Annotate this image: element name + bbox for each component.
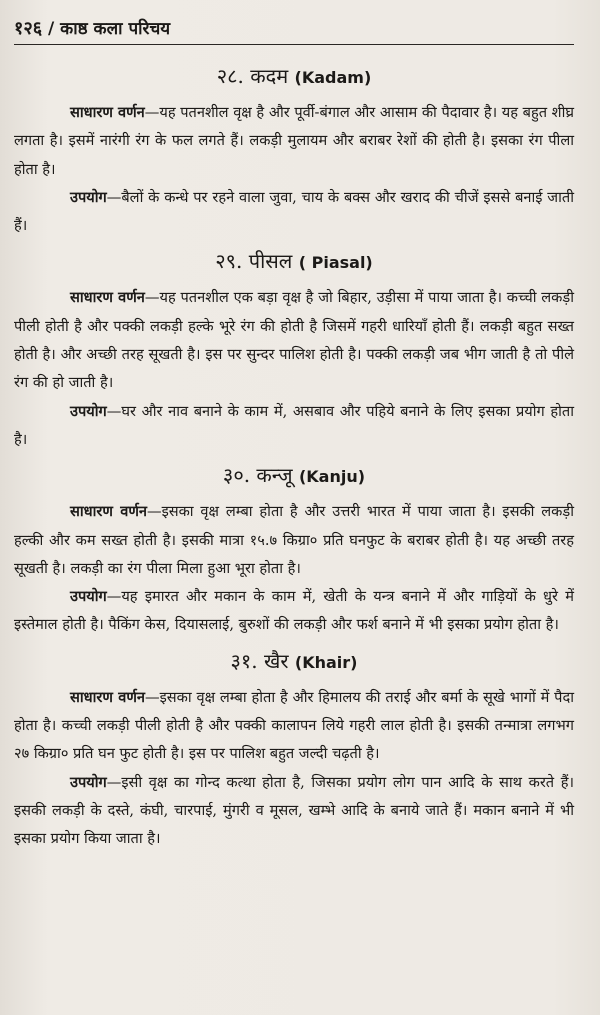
book-title: काष्ठ कला परिचय [60, 19, 171, 39]
section-heading [14, 61, 574, 93]
general-description [14, 498, 574, 583]
section-piasal [14, 246, 574, 454]
running-head-separator: / [48, 19, 55, 39]
general-description [14, 684, 574, 769]
section-kadam [14, 61, 574, 240]
use-label: उपयोग [70, 588, 107, 606]
general-text: —यह पतनशील एक बड़ा वृक्ष है जो बिहार, उड़ीसा में पाया जाता है। कच्ची लकड़ी पीली होती है और पक्की लकड़ी हल्के भूरे रंग की होती है जिसमें गहरी धारियाँ होती हैं। लकड़ी बहुत सख्त होती है। और अच्छी तरह सूखती है। इस पर सुन्दर पालिश होती है। पक्की लकड़ी जब भीग जाती है तो पीले रंग की हो जाती है। [14, 289, 574, 392]
general-label: साधारण वर्णन [70, 289, 145, 307]
section-kanju [14, 460, 574, 639]
use-text: —घर और नाव बनाने के काम में, असबाव और पहिये बनाने के लिए इसका प्रयोग होता है। [14, 402, 574, 448]
use-label: उपयोग [70, 773, 107, 791]
general-text: —इसका वृक्ष लम्बा होता है और उत्तरी भारत में पाया जाता है। इसकी लकड़ी हल्की और कम सख्त होती है। इसकी मात्रा १५.७ किग्रा० प्रति घनफुट के बराबर होती है। यह अच्छी तरह सूखती है। लकड़ी का रंग पीला मिला हुआ भूरा होता है। [14, 503, 574, 577]
use-description [14, 398, 574, 455]
running-head [14, 18, 574, 45]
use-description [14, 583, 574, 640]
use-text: —बैलों के कन्धे पर रहने वाला जुवा, चाय के बक्स और खराद की चीजें इससे बनाई जाती हैं। [14, 188, 574, 235]
heading-hindi: २८. कदम [216, 64, 289, 88]
general-description [14, 284, 574, 397]
heading-hindi: ३१. खैर [230, 648, 289, 673]
use-label: उपयोग [70, 402, 107, 420]
general-label: साधारण वर्णन [70, 104, 145, 121]
heading-hindi: ३०. कन्जू [222, 463, 293, 488]
general-label: साधारण वर्णन [70, 688, 145, 706]
section-heading [14, 246, 574, 278]
use-label: उपयोग [70, 188, 107, 206]
heading-english: (Khair) [294, 652, 358, 672]
section-heading [14, 460, 574, 492]
heading-english: (Kanju) [298, 467, 366, 487]
heading-english: ( Piasal) [298, 253, 373, 273]
use-text: —यह इमारत और मकान के काम में, खेती के यन्त्र बनाने में और गाड़ियों के धुरे में इस्तेमाल होती है। पैकिंग केस, दियासलाई, बुरुशों की लकड़ी और फर्श बनाने में भी इसका प्रयोग होता है। [14, 588, 574, 634]
page-number: १२६ [14, 18, 43, 39]
heading-english: (Kadam) [294, 68, 372, 87]
use-text: —इसी वृक्ष का गोन्द कत्था होता है, जिसका प्रयोग लोग पान आदि के साथ करते हैं। इसकी लकड़ी के दस्ते, कंघी, चारपाई, मुंगरी व मूसल, खम्भे आदि के बनाये जाते हैं। मकान बनाने में भी इसका प्रयोग किया जाता है। [14, 773, 574, 848]
section-khair [14, 646, 574, 854]
general-text: —इसका वृक्ष लम्बा होता है और हिमालय की तराई और बर्मा के सूखे भागों में पैदा होता है। कच्ची लकड़ी पीली होती है और पक्की कालापन लिये गहरी लाल होती है। इसकी तन्मात्रा लगभग २७ किग्रा० प्रति घन फुट होती है। इस पर पालिश बहुत जल्दी चढ़ती है। [14, 688, 574, 763]
heading-hindi: २९. पीसल [215, 249, 293, 274]
general-text: —यह पतनशील वृक्ष है और पूर्वी-बंगाल और आसाम की पैदावार है। यह बहुत शीघ्र लगता है। इसमें नारंगी रंग के फल लगते हैं। लकड़ी मुलायम और बराबर रेशों की होती है। इसका रंग पीला होता है। [14, 104, 575, 178]
general-label: साधारण वर्णन [70, 503, 147, 521]
use-description [14, 184, 574, 241]
use-description [14, 769, 574, 854]
general-description [14, 99, 574, 184]
section-heading [14, 646, 574, 678]
